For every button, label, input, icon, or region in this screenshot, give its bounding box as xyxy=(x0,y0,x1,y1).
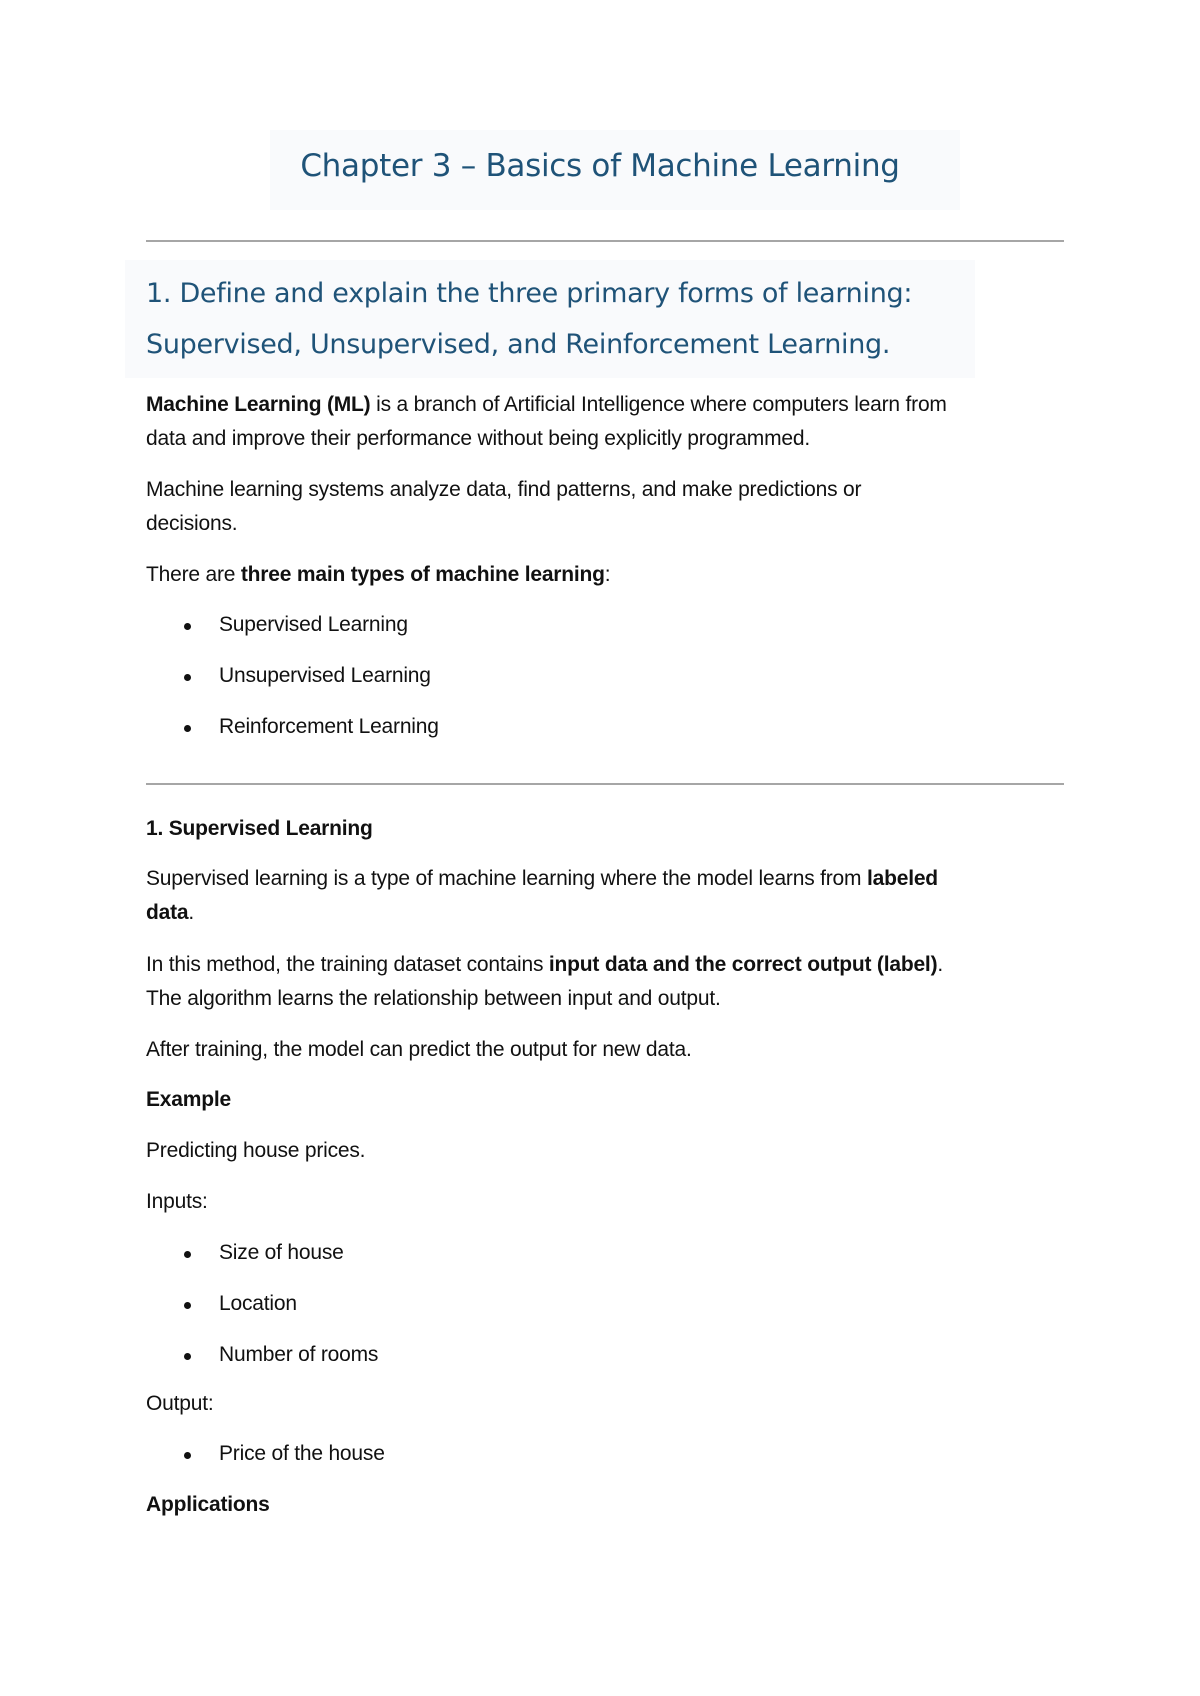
list-item xyxy=(146,1236,1046,1287)
inputs-list xyxy=(146,1236,1046,1389)
intro-p2-line2: decisions. xyxy=(146,512,238,535)
supervised-p1-bold: labeled xyxy=(866,867,938,890)
list-item-label: Unsupervised Learning xyxy=(219,664,431,687)
list-item-label: Price of the house xyxy=(219,1442,385,1465)
outputs-list xyxy=(146,1437,1046,1488)
supervised-paragraph-3: After training, the model can predict the output for new data. xyxy=(146,1038,692,1061)
supervised-p1-text: Supervised learning is a type of machine learning where the model learns from xyxy=(146,867,867,890)
intro-p3-pre: There are xyxy=(146,563,241,586)
output-label: Output: xyxy=(146,1392,214,1415)
question-line-2: Supervised, Unsupervised, and Reinforcement Learning. xyxy=(146,329,891,360)
intro-p1-line2: data and improve their performance without being explicitly programmed. xyxy=(146,427,810,450)
bullet-icon xyxy=(184,1353,191,1360)
list-item-label: Size of house xyxy=(219,1241,344,1264)
example-heading-text: Example xyxy=(146,1088,231,1111)
intro-p2-line1: Machine learning systems analyze data, find patterns, and make predictions or xyxy=(146,478,862,501)
list-item-label: Reinforcement Learning xyxy=(219,715,439,738)
applications-heading xyxy=(146,1488,1066,1522)
supervised-p2-text: In this method, the training dataset contains xyxy=(146,953,549,976)
bullet-icon xyxy=(184,1452,191,1459)
supervised-p2-post: . xyxy=(937,953,944,976)
horizontal-rule xyxy=(146,240,1064,242)
bullet-icon xyxy=(184,1302,191,1309)
supervised-p2-bold: input data and the correct output (label) xyxy=(548,953,938,976)
list-item-label: Location xyxy=(219,1292,297,1315)
intro-paragraph-2 xyxy=(146,473,1066,541)
list-item-label: Supervised Learning xyxy=(219,613,408,636)
list-item xyxy=(146,1437,1046,1488)
horizontal-rule xyxy=(146,783,1064,785)
question-line-1: 1. Define and explain the three primary forms of learning: xyxy=(146,278,913,309)
bullet-icon xyxy=(184,725,191,732)
supervised-heading: 1. Supervised Learning xyxy=(146,817,373,840)
ml-term: Machine Learning (ML) xyxy=(146,393,371,416)
list-item xyxy=(146,608,1046,659)
intro-paragraph-3 xyxy=(146,558,1066,592)
applications-heading-text: Applications xyxy=(146,1493,270,1516)
bullet-icon xyxy=(184,623,191,630)
intro-p3-bold: three main types of machine learning xyxy=(240,563,605,586)
supervised-p1-bold-2: data xyxy=(146,901,189,924)
inputs-label: Inputs: xyxy=(146,1190,208,1213)
supervised-paragraph-1 xyxy=(146,862,1066,930)
learning-types-list xyxy=(146,608,1046,761)
list-item xyxy=(146,710,1046,761)
example-text: Predicting house prices. xyxy=(146,1139,366,1162)
bullet-icon xyxy=(184,674,191,681)
intro-paragraph-1 xyxy=(146,388,1066,456)
intro-p3-post: : xyxy=(604,563,611,586)
example-heading xyxy=(146,1083,1066,1117)
bullet-icon xyxy=(184,1251,191,1258)
list-item-label: Number of rooms xyxy=(219,1343,379,1366)
supervised-p1-post: . xyxy=(188,901,195,924)
intro-p1-text: is a branch of Artificial Intelligence where computers learn from xyxy=(370,393,947,416)
supervised-p2-line2: The algorithm learns the relationship between input and output. xyxy=(146,987,721,1010)
chapter-title: Chapter 3 – Basics of Machine Learning xyxy=(300,148,900,184)
question-heading xyxy=(146,268,1066,370)
list-item xyxy=(146,1338,1046,1389)
list-item xyxy=(146,1287,1046,1338)
supervised-paragraph-2 xyxy=(146,948,1066,1016)
list-item xyxy=(146,659,1046,710)
section-heading xyxy=(146,812,1066,846)
